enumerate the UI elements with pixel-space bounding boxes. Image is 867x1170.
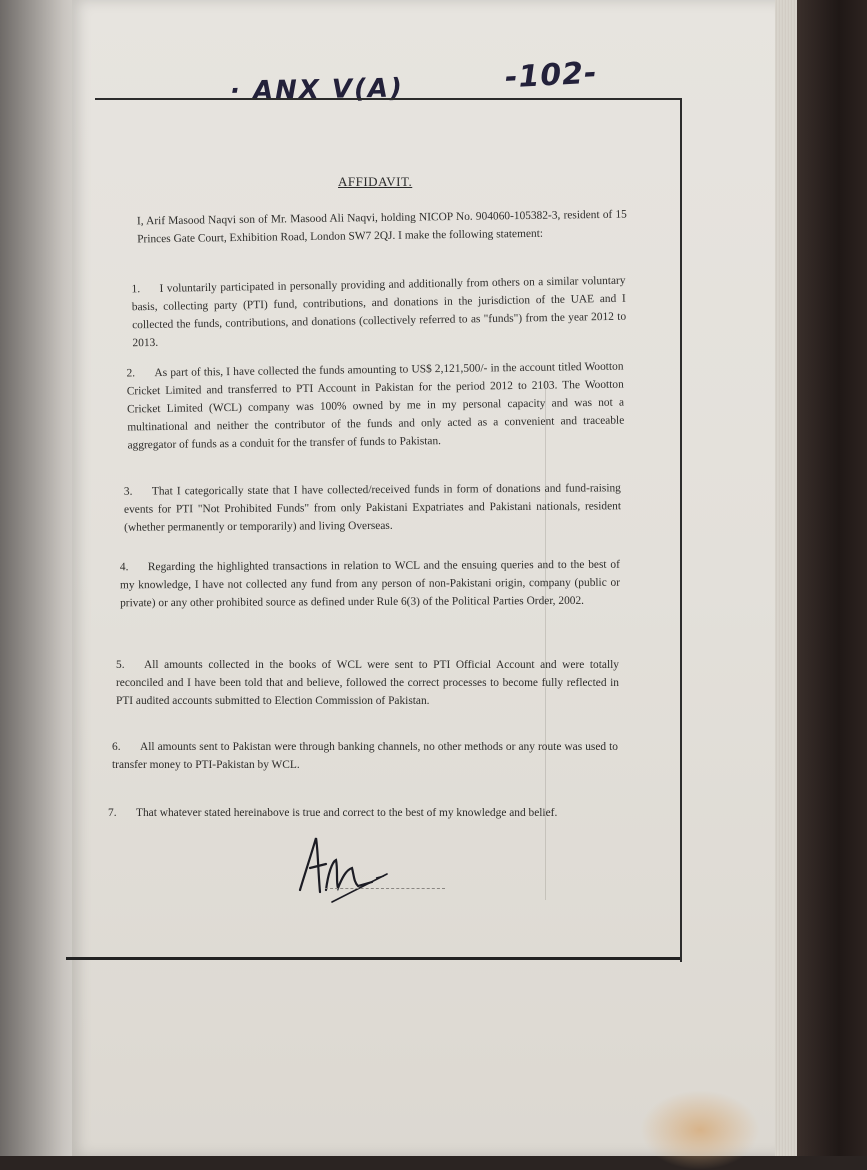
paragraph-text: That I categorically state that I have collected/received funds in form of donations and fund-raising events for PTI "Not Prohibited Funds" from only Pakistani Expatriates and Pakistani nationals, resident (whether permanently or temporarily) and living Overseas.: [123, 482, 622, 534]
paragraph-text: As part of this, I have collected the funds amounting to US$ 2,121,500/- in the account titled Wootton Cricket Limited and transferred to PTI Account in Pakistan for the period 2012 to 2103. The Wootton Cricket Limited (WCL) company was 100% owned by me in my personal capacity and was not a multinational and neither the contributor of the funds and only acted as a convenient and traceable aggregator of funds as a conduit for the transfer of funds to Pakistan.: [126, 360, 625, 452]
paragraph-number: 3.: [123, 485, 133, 498]
paragraph-2: [126, 358, 624, 455]
background-right: [797, 0, 867, 1156]
signature-line: [325, 888, 445, 889]
annex-handwritten-mark: · ANX V(A): [229, 73, 405, 107]
paragraph-3: [124, 479, 621, 536]
paragraph-number: 4.: [119, 561, 129, 574]
paragraph-number: 6.: [112, 741, 121, 753]
paragraph-4: [120, 556, 620, 613]
handwritten-page-number: -102-: [504, 55, 599, 96]
signature-image: [292, 830, 442, 910]
paragraph-number: 1.: [131, 283, 141, 296]
book-left-edge: [0, 0, 80, 1156]
paragraph-number: 7.: [108, 807, 117, 819]
paragraph-1: [131, 272, 626, 353]
paragraph-text: I voluntarily participated in personally providing and additionally from others on a similar voluntary basis, collecting party (PTI) fund, contributions, and donations in the jurisdiction of the UAE and I collected the funds, contributions, and donations (collectively referred to as "funds") from the year 2012 to 2013.: [131, 274, 627, 350]
paragraph-number: 5.: [116, 659, 125, 671]
paragraph-text: That whatever stated hereinabove is true and correct to the best of my knowledge and belief.: [136, 807, 558, 819]
paragraph-5: [116, 656, 619, 710]
paragraph-text: All amounts collected in the books of WCL were sent to PTI Official Account and were totally reconciled and I have been told that and believe, followed the correct processes to become fully reflected in PTI audited accounts submitted to Election Commission of Pakistan.: [116, 659, 619, 707]
affidavit-title: AFFIDAVIT.: [338, 174, 413, 189]
light-reflection: [640, 1090, 760, 1170]
paragraph-text: All amounts sent to Pakistan were through banking channels, no other methods or any route was used to transfer money to PTI-Pakistan by WCL.: [112, 741, 618, 771]
document-bottom-rule: [66, 957, 680, 960]
affidavit-intro: I, Arif Masood Naqvi son of Mr. Masood Ali Naqvi, holding NICOP No. 904060-105382-3, resident of 15 Princes Gate Court, Exhibition Road, London SW7 2QJ. I make the following statement:: [136, 208, 627, 246]
paragraph-7: [108, 804, 618, 822]
paragraph-6: [112, 738, 618, 774]
page-crease: [545, 380, 546, 900]
paragraph-text: Regarding the highlighted transactions in relation to WCL and the ensuing queries and to the best of my knowledge, I have not collected any fund from any person of non-Pakistani origin, company (public or private) or any other prohibited source as defined under Rule 6(3) of the Political Parties Order, 2002.: [119, 558, 621, 610]
paragraph-number: 2.: [126, 367, 136, 380]
